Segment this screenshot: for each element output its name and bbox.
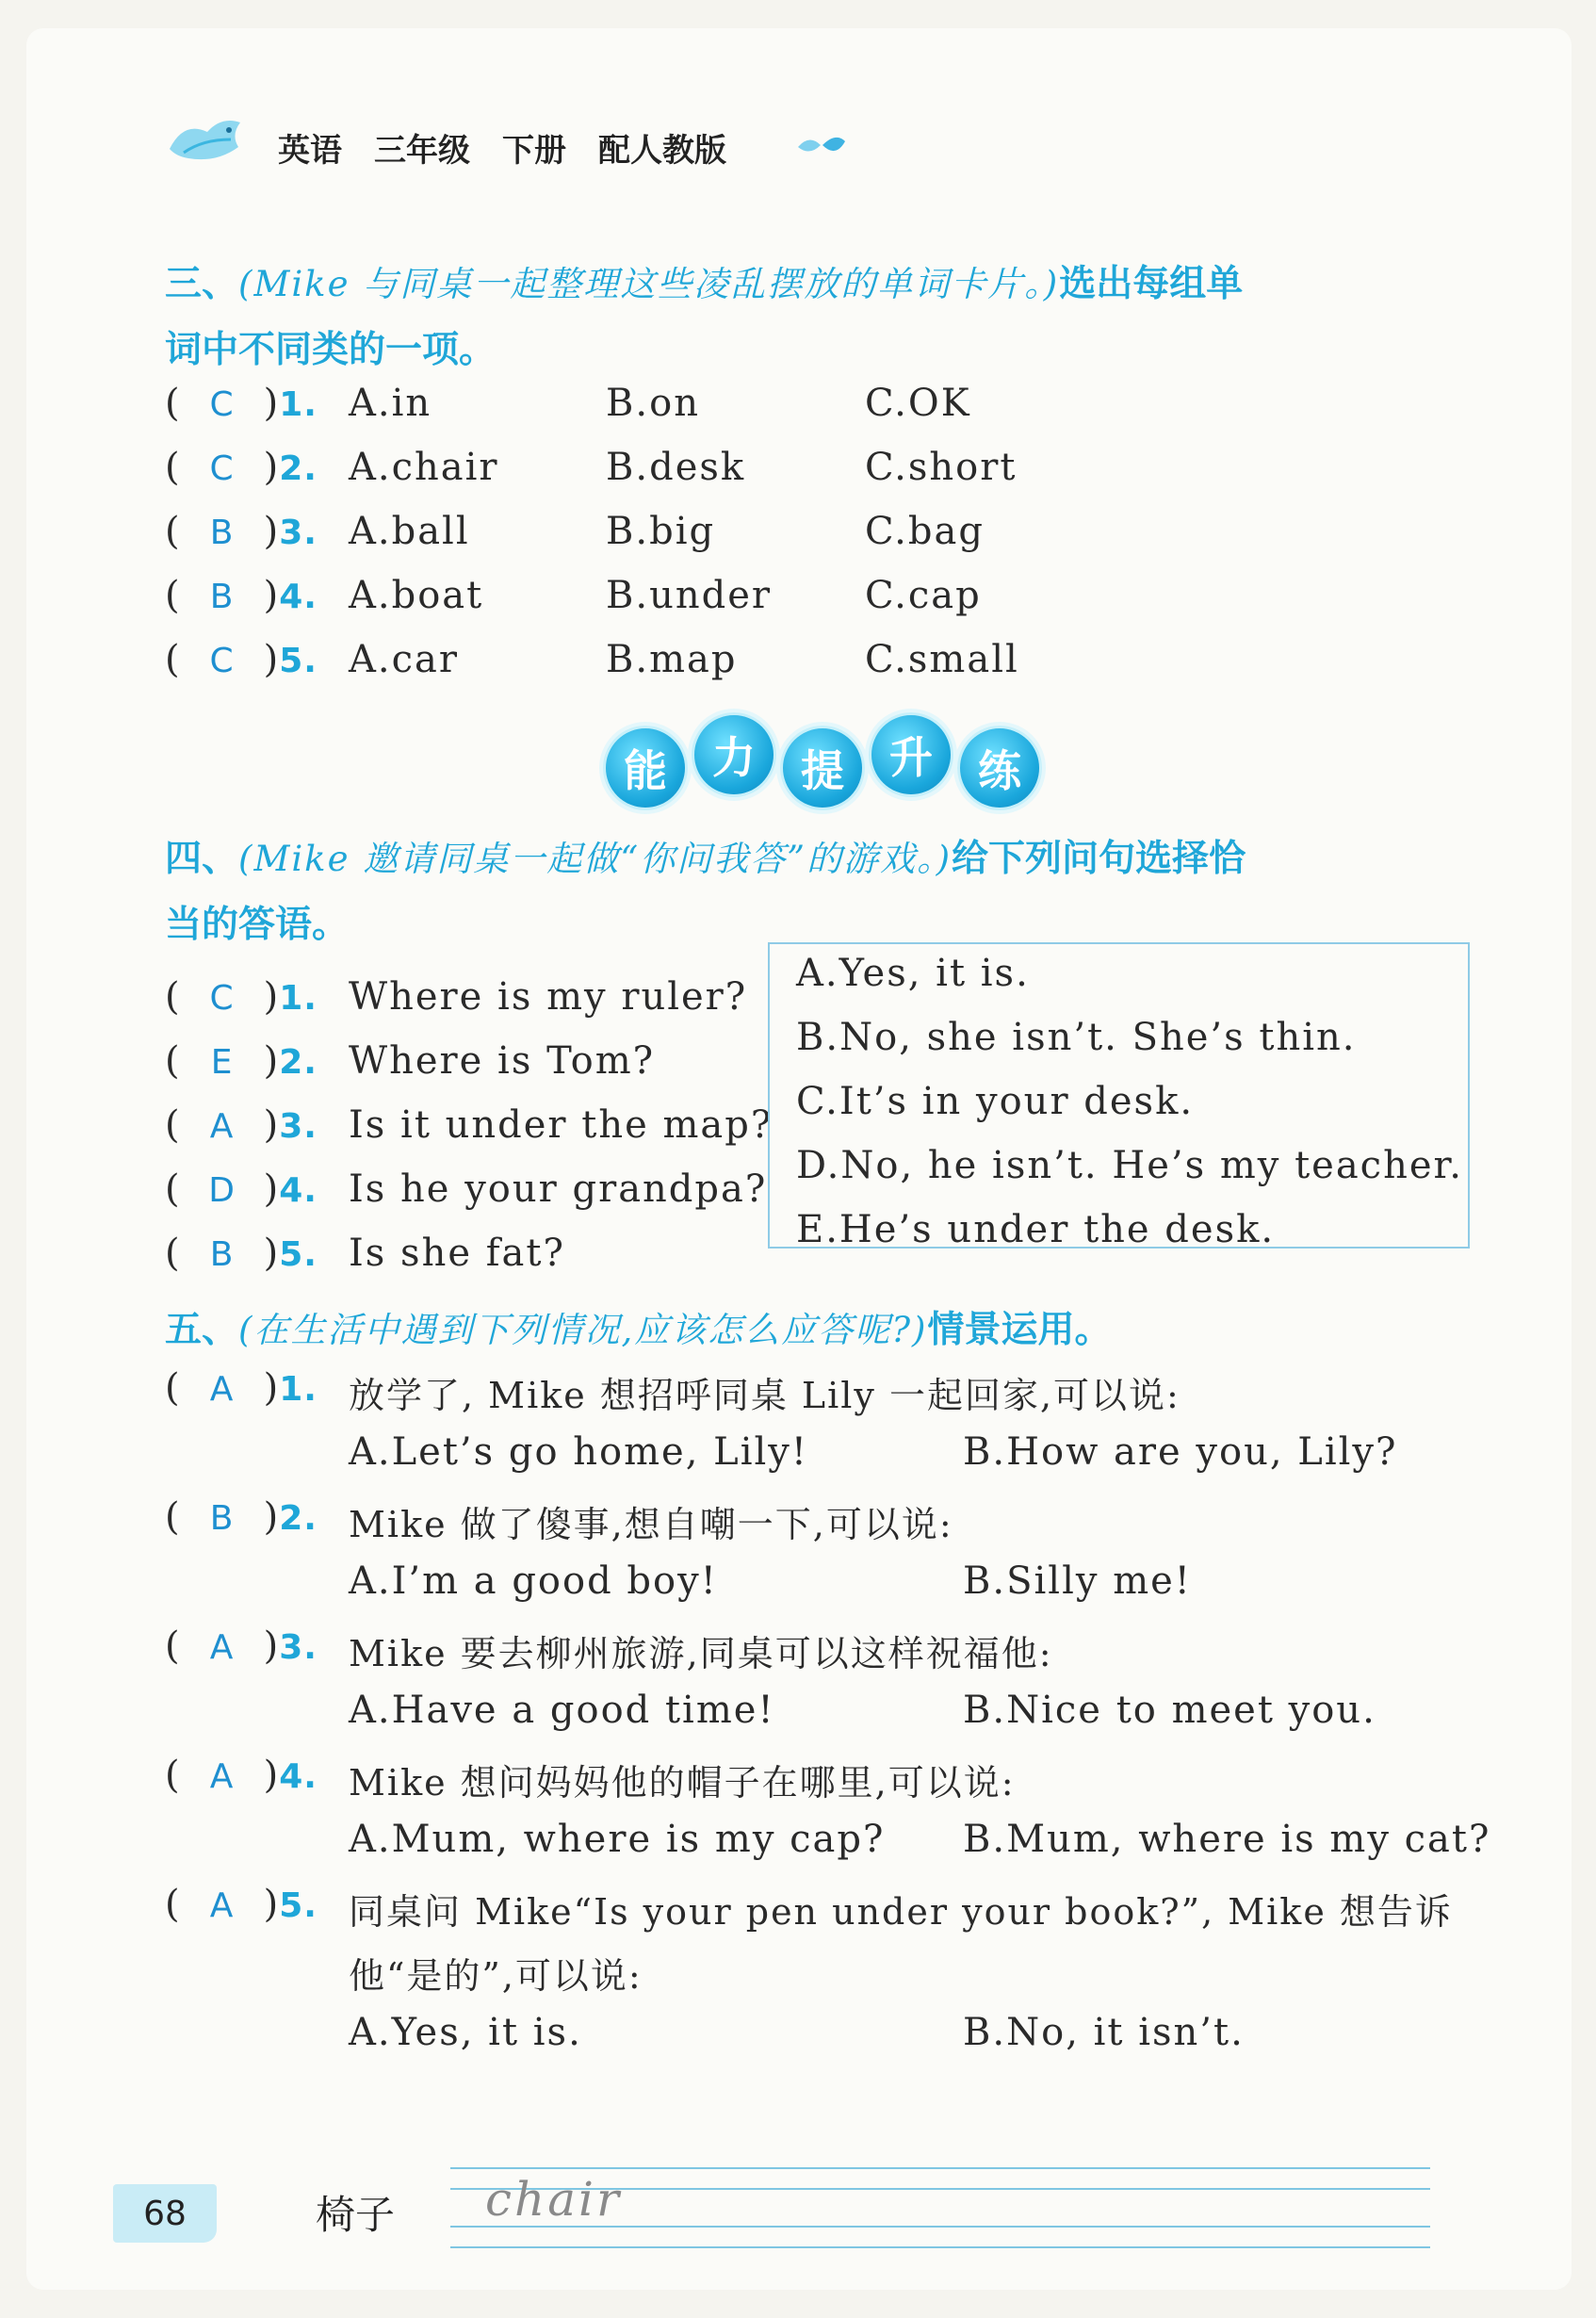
- answer-row: [165, 446, 329, 489]
- bracket-close: ): [263, 1495, 280, 1539]
- answer-letter: A: [209, 1107, 235, 1146]
- option-c: C.short: [865, 446, 1018, 489]
- question-text: Is she fat?: [349, 1232, 565, 1275]
- answer-letter: C: [209, 385, 235, 424]
- reply-option-b: B.No, it isn’t.: [963, 2011, 1245, 2054]
- bracket-close: ): [263, 1103, 280, 1147]
- item-number: 3.: [279, 1628, 318, 1667]
- answer-row: [165, 1039, 329, 1083]
- answer-row: [165, 638, 329, 681]
- bracket-open: (: [165, 1883, 181, 1926]
- situation-prompt-cont: 他“是的”,可以说:: [349, 1955, 643, 1997]
- bracket-close: ): [263, 1883, 280, 1926]
- bracket-close: ): [263, 1232, 280, 1275]
- bracket-close: ): [263, 975, 280, 1019]
- answer-letter: A: [209, 1370, 235, 1409]
- bracket-close: ): [263, 382, 280, 425]
- item-number: 1.: [279, 385, 318, 424]
- bracket-open: (: [165, 1495, 181, 1539]
- answer-row: [165, 510, 329, 553]
- bracket-close: ): [263, 446, 280, 489]
- bracket-open: (: [165, 975, 181, 1019]
- item-number: 4.: [279, 578, 318, 616]
- situation-prompt: Mike 做了傻事,想自嘲一下,可以说:: [349, 1504, 953, 1545]
- question-text: Where is Tom?: [349, 1039, 656, 1083]
- option-c: C.small: [865, 638, 1019, 681]
- vocab-english: chair: [485, 2172, 622, 2227]
- reply-option-b: B.Nice to meet you.: [963, 1689, 1376, 1732]
- item-number: 5.: [279, 1886, 318, 1925]
- item-number: 2.: [279, 1499, 318, 1538]
- bracket-close: ): [263, 1039, 280, 1083]
- bracket-close: ): [263, 574, 280, 617]
- answer-option: E.He’s under the desk.: [796, 1208, 1276, 1251]
- option-c: C.cap: [865, 574, 982, 617]
- reply-option-b: B.Silly me!: [963, 1559, 1192, 1603]
- bracket-open: (: [165, 1039, 181, 1083]
- reply-option-a: A.Have a good time!: [349, 1689, 775, 1732]
- section5-title: 五、(在生活中遇到下列情况,应该怎么应答呢?)情景运用。: [165, 1309, 1112, 1351]
- bracket-open: (: [165, 638, 181, 681]
- header-edition: 配人教版: [598, 132, 726, 170]
- bracket-open: (: [165, 1754, 181, 1797]
- header-volume: 下册: [502, 132, 566, 170]
- item-number: 4.: [279, 1171, 318, 1210]
- answer-letter: B: [209, 1499, 235, 1538]
- reply-option-a: A.Yes, it is.: [349, 2011, 582, 2054]
- option-b: B.under: [606, 574, 773, 617]
- section4-title: 四、(Mike 邀请同桌一起做“你问我答”的游戏。)给下列问句选择恰: [165, 838, 1246, 880]
- section3-title-cont: 词中不同类的一项。: [165, 329, 497, 371]
- item-number: 1.: [279, 979, 318, 1018]
- situation-prompt: 同桌问 Mike“Is your pen under your book?”, Mike 想告诉: [349, 1891, 1453, 1933]
- answer-letter: C: [209, 979, 235, 1018]
- option-a: A.car: [349, 638, 459, 681]
- answer-row: [165, 1366, 329, 1410]
- answer-row: [165, 382, 329, 425]
- answer-row: [165, 1883, 329, 1926]
- answer-option: A.Yes, it is.: [796, 952, 1030, 995]
- option-a: A.in: [349, 382, 432, 425]
- header: [278, 124, 758, 171]
- option-b: B.map: [606, 638, 738, 681]
- question-text: Is he your grandpa?: [349, 1167, 768, 1211]
- bracket-open: (: [165, 382, 181, 425]
- answer-row: [165, 1232, 329, 1275]
- bracket-open: (: [165, 1103, 181, 1147]
- answer-row: [165, 1167, 329, 1211]
- reply-option-a: A.I’m a good boy!: [349, 1559, 718, 1603]
- answer-row: [165, 574, 329, 617]
- answer-letter: B: [209, 1235, 235, 1274]
- item-number: 4.: [279, 1757, 318, 1796]
- situation-prompt: 放学了, Mike 想招呼同桌 Lily 一起回家,可以说:: [349, 1375, 1181, 1416]
- header-grade: 三年级: [374, 132, 470, 170]
- answer-option: B.No, she isn’t. She’s thin.: [796, 1016, 1357, 1059]
- bracket-close: ): [263, 1167, 280, 1211]
- answer-option: D.No, he isn’t. He’s my teacher.: [796, 1144, 1463, 1187]
- bracket-close: ): [263, 1366, 280, 1410]
- answer-letter: C: [209, 449, 235, 488]
- page-number: 68: [113, 2184, 217, 2243]
- item-number: 2.: [279, 1043, 318, 1082]
- item-number: 3.: [279, 514, 318, 552]
- option-b: B.big: [606, 510, 716, 553]
- bracket-close: ): [263, 1754, 280, 1797]
- section3-title: 三、(Mike 与同桌一起整理这些凌乱摆放的单词卡片。)选出每组单: [165, 263, 1244, 305]
- answer-letter: D: [208, 1171, 236, 1210]
- answer-letter: B: [209, 578, 235, 616]
- answer-row: [165, 1624, 329, 1668]
- item-number: 2.: [279, 449, 318, 488]
- reply-option-b: B.Mum, where is my cat?: [963, 1818, 1491, 1861]
- option-b: B.on: [606, 382, 700, 425]
- header-subject: 英语: [278, 132, 342, 170]
- bracket-open: (: [165, 1624, 181, 1668]
- banner-char: 能: [603, 726, 688, 810]
- option-a: A.ball: [349, 510, 470, 553]
- option-a: A.boat: [349, 574, 484, 617]
- answer-options-box: [768, 942, 1470, 1249]
- banner-char: 练: [957, 726, 1042, 810]
- section4-title-cont: 当的答语。: [165, 904, 350, 946]
- banner-char: 升: [869, 712, 953, 797]
- item-number: 5.: [279, 642, 318, 680]
- question-text: Is it under the map?: [349, 1103, 774, 1147]
- bracket-open: (: [165, 1167, 181, 1211]
- answer-letter: C: [209, 642, 235, 680]
- option-a: A.chair: [349, 446, 499, 489]
- bracket-open: (: [165, 510, 181, 553]
- banner-char: 力: [692, 712, 776, 797]
- answer-row: [165, 1754, 329, 1797]
- bracket-close: ): [263, 510, 280, 553]
- item-number: 1.: [279, 1370, 318, 1409]
- option-c: C.OK: [865, 382, 971, 425]
- reply-option-a: A.Let’s go home, Lily!: [349, 1430, 808, 1474]
- answer-letter: A: [209, 1628, 235, 1667]
- bird-logo-icon: [165, 111, 250, 168]
- banner-char: 提: [780, 726, 865, 810]
- answer-letter: A: [209, 1757, 235, 1796]
- answer-row: [165, 1495, 329, 1539]
- answer-row: [165, 975, 329, 1019]
- answer-row: [165, 1103, 329, 1147]
- answer-letter: A: [209, 1886, 235, 1925]
- bracket-open: (: [165, 574, 181, 617]
- bracket-close: ): [263, 1624, 280, 1668]
- bracket-close: ): [263, 638, 280, 681]
- situation-prompt: Mike 想问妈妈他的帽子在哪里,可以说:: [349, 1762, 1016, 1804]
- answer-letter: B: [209, 514, 235, 552]
- bracket-open: (: [165, 1232, 181, 1275]
- item-number: 5.: [279, 1235, 318, 1274]
- bracket-open: (: [165, 446, 181, 489]
- ability-banner: [603, 726, 1042, 810]
- answer-letter: E: [210, 1043, 234, 1082]
- item-number: 3.: [279, 1107, 318, 1146]
- situation-prompt: Mike 要去柳州旅游,同桌可以这样祝福他:: [349, 1633, 1053, 1674]
- answer-option: C.It’s in your desk.: [796, 1080, 1195, 1123]
- question-text: Where is my ruler?: [349, 975, 748, 1019]
- bracket-open: (: [165, 1366, 181, 1410]
- reply-option-b: B.How are you, Lily?: [963, 1430, 1398, 1474]
- option-b: B.desk: [606, 446, 746, 489]
- leaf-icon: [794, 132, 849, 160]
- reply-option-a: A.Mum, where is my cap?: [349, 1818, 886, 1861]
- vocab-chinese: 椅子: [316, 2192, 396, 2238]
- option-c: C.bag: [865, 510, 985, 553]
